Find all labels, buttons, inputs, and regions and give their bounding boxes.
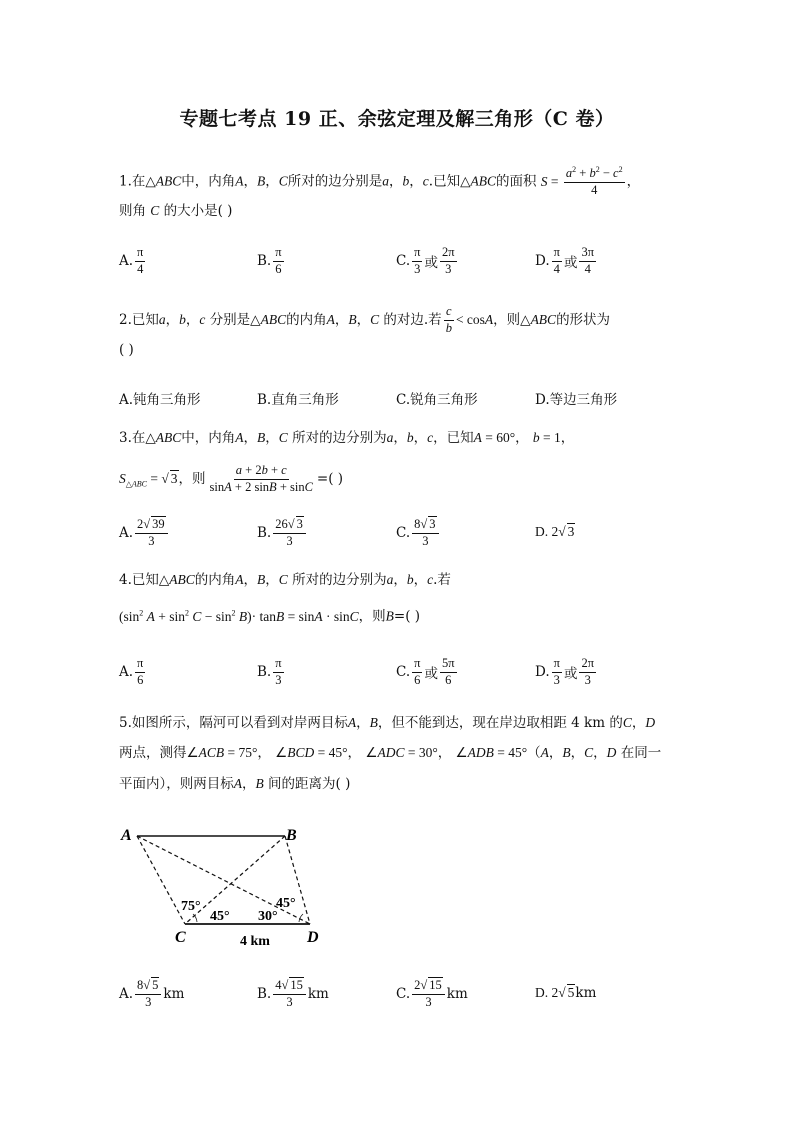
q5-option-a[interactable]: A. $\frac{8√ 5}{3}$ km [119, 978, 185, 1009]
q3-option-c[interactable]: C. $\frac{8√ 3}{3}$ [396, 518, 441, 549]
distance-label: 4 km [240, 934, 270, 949]
river-diagram [115, 818, 335, 957]
q4-option-b[interactable]: B. $\frac{\pi}{3}$ [257, 656, 282, 687]
q4-option-c[interactable]: C. $\frac{\pi}{6}$ 或 $\frac{5\pi}{6}$ [396, 656, 455, 687]
angle-label-45-d: 45° [276, 896, 296, 911]
q3-option-b[interactable]: B. $\frac{26√ 3}{3}$ [257, 518, 308, 549]
question-5-line-1: 5.如图所示，隔河可以看到对岸两目标A，B，但不能到达，现在岸边取相距 4 km 的C，D [119, 715, 656, 731]
question-1-line-2: 则角 C 的大小是( ) [119, 203, 233, 219]
q4-option-d[interactable]: D. $\frac{\pi}{3}$ 或 $\frac{2\pi}{3}$ [535, 656, 595, 687]
q2-option-a[interactable]: A.钝角三角形 [119, 392, 201, 408]
label-b: B [286, 827, 297, 844]
q3-option-d[interactable]: D. 2√ 3 [535, 524, 575, 539]
angle-label-75: 75° [181, 899, 201, 914]
label-c: C [175, 929, 186, 946]
label-d: D [307, 929, 319, 946]
q3-option-a[interactable]: A. $\frac{2√ 39}{3}$ [119, 518, 170, 549]
q1-option-d[interactable]: D. $\frac{\pi}{4}$ 或 $\frac{3\pi}{4}$ [535, 245, 595, 276]
question-3-line-1: 3.在△ABC中，内角A，B，C 所对的边分别为a，b，c，已知A = 60°， b = 1， [119, 430, 575, 446]
question-3-line-2: $S_{\triangle ABC}$ = √ 3，则 $\frac{a + 2b + c}{\sin A + 2 \sin B + \sin C}$ =( ) [119, 463, 344, 494]
angle-label-45-c: 45° [210, 909, 230, 924]
question-2-line-1: 2.已知a，b，c 分别是△ABC的内角A，B，C 的对边.若 $\frac{c}{b}$ < cosA，则△ABC的形状为 [119, 304, 611, 335]
q4-option-a[interactable]: A. $\frac{\pi}{6}$ [119, 656, 144, 687]
q5-option-b[interactable]: B. $\frac{4√ 15}{3}$ km [257, 978, 329, 1009]
label-a: A [121, 827, 132, 844]
q2-option-b[interactable]: B.直角三角形 [257, 392, 339, 408]
question-5-line-2: 两点，测得∠ACB = 75°， ∠BCD = 45°， ∠ADC = 30°， ∠ADB = 45°（A，B，C，D 在同一 [119, 745, 662, 761]
question-2-line-2: ( ) [119, 342, 134, 358]
q1-option-c[interactable]: C. $\frac{\pi}{3}$ 或 $\frac{2\pi}{3}$ [396, 245, 455, 276]
q2-option-d[interactable]: D.等边三角形 [535, 392, 618, 408]
question-4-line-2: ($\sin^2$ $A + \sin^2 C - \sin^2 B)\cdot \tan B = \sin A \cdot \sin C$，则B=( ) [119, 608, 421, 625]
angle-label-30: 30° [258, 909, 278, 924]
question-5-line-3: 平面内），则两目标A，B 间的距离为( ) [119, 776, 351, 792]
diagram-svg [115, 818, 335, 953]
page-title: 专题七考点 19 正、余弦定理及解三角形（C 卷） [179, 108, 615, 130]
segment-ac [137, 836, 185, 924]
q1-option-a[interactable]: A. $\frac{\pi}{4}$ [119, 245, 144, 276]
question-1-line-1: 1.在△ABC中，内角A，B，C所对的边分别是a，b，c.已知△ABC的面积 S = $\frac{a^2 + b^2 - c^2}{4}$ ， [119, 165, 641, 197]
q5-option-d[interactable]: D. 2√ 5 km [535, 985, 597, 1001]
question-4-line-1: 4.已知△ABC的内角A，B，C 所对的边分别为a，b，c.若 [119, 572, 451, 588]
q5-option-c[interactable]: C. $\frac{2√ 15}{3}$ km [396, 978, 468, 1009]
q2-option-c[interactable]: C.锐角三角形 [396, 392, 478, 408]
q1-option-b[interactable]: B. $\frac{\pi}{6}$ [257, 245, 282, 276]
